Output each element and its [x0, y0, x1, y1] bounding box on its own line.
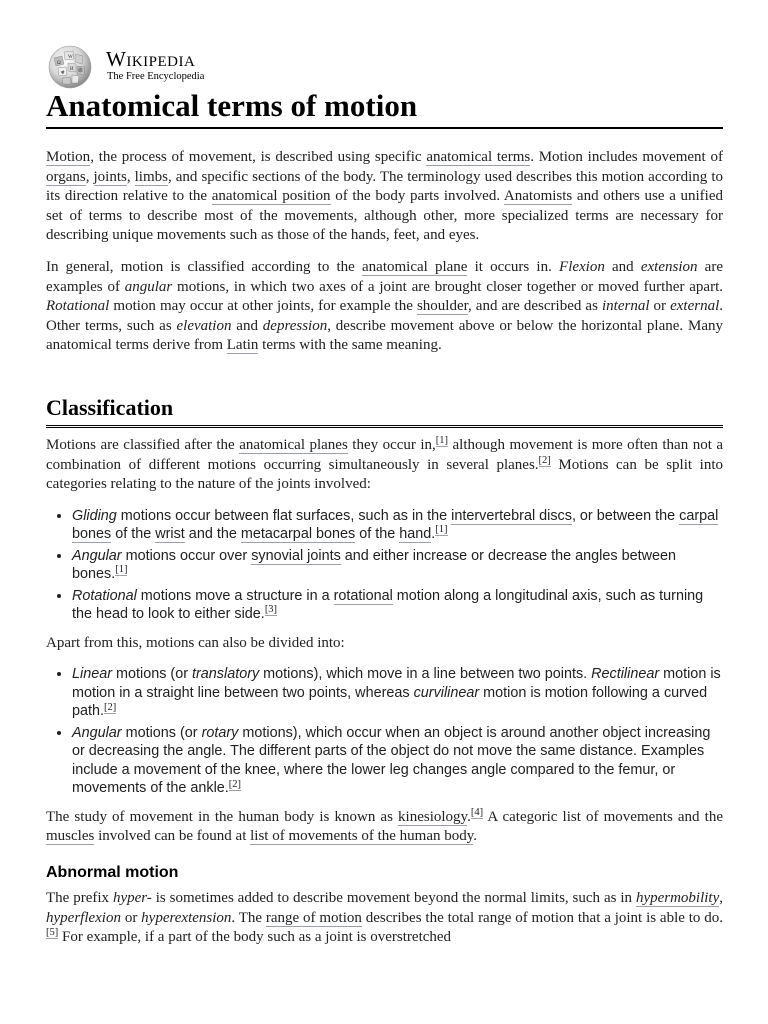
text: motion is motion following a curved path.: [72, 684, 708, 720]
joint-motion-list: [46, 507, 723, 624]
link-wrist[interactable]: wrist: [155, 526, 185, 543]
text: or: [649, 298, 671, 315]
link-intervertebral-discs[interactable]: intervertebral discs: [451, 507, 572, 524]
text: In general, motion is classified according to the: [46, 258, 362, 275]
term-angular: angular: [124, 278, 173, 295]
text: of the body parts involved.: [330, 188, 504, 205]
term: Rotational: [72, 587, 137, 604]
text: motion may occur at other joints, for example the: [109, 298, 417, 315]
subsection-heading-abnormal-motion: Abnormal motion: [46, 864, 179, 881]
svg-text:ዊ: ዊ: [61, 71, 65, 76]
list-item: [72, 547, 723, 584]
svg-text:И: И: [70, 67, 74, 72]
text: although movement is more often than not a combination of different motions occurring simultaneously in several planes.: [46, 436, 724, 473]
citation: [539, 455, 551, 467]
link-muscles[interactable]: muscles: [46, 828, 95, 845]
term-elevation: elevation: [176, 317, 232, 334]
site-logo[interactable]: [46, 42, 346, 92]
link-range-of-motion[interactable]: range of motion: [265, 909, 362, 926]
term-flexion: Flexion: [559, 258, 605, 275]
motion-type-list: [46, 665, 723, 798]
term: curvilinear: [413, 684, 480, 701]
text: ,: [85, 168, 94, 185]
citation-link[interactable]: [2]: [228, 778, 242, 790]
intro-paragraph-2: [46, 258, 723, 356]
text: motions, in which two axes of a joint are brought closer together or moved further apart.: [172, 278, 723, 295]
text: it occurs in.: [467, 258, 560, 275]
link-hand[interactable]: hand: [399, 526, 432, 543]
tagline: The Free Encyclopedia: [107, 71, 205, 82]
article-body: [46, 148, 723, 960]
link-organs[interactable]: organs: [46, 168, 86, 185]
citation-link[interactable]: [1]: [115, 564, 128, 576]
text: .: [473, 828, 478, 845]
text: , or between the: [571, 507, 680, 524]
term: Gliding: [72, 507, 117, 524]
citation-link[interactable]: [1]: [435, 524, 448, 536]
text: describes the total range of motion that a joint is able to do.: [361, 909, 723, 926]
term-hyper: hyper-: [112, 890, 152, 906]
svg-text:Ω: Ω: [57, 61, 61, 66]
text: . The: [231, 909, 266, 926]
text: they occur in,: [347, 436, 436, 453]
list-item: [72, 587, 723, 624]
wordmark: Wikipedia: [106, 47, 196, 71]
link-hypermobility[interactable]: [636, 890, 719, 907]
text: is sometimes added to describe movement beyond the normal limits, such as in: [151, 890, 636, 906]
text: or: [120, 909, 142, 926]
link-anatomical-plane[interactable]: anatomical plane: [362, 258, 468, 275]
svg-text:W: W: [68, 55, 73, 60]
text: motions (or: [121, 724, 202, 741]
text: motions occur over: [121, 547, 252, 564]
link-anatomical-planes[interactable]: anatomical planes: [239, 436, 348, 453]
term: rotary: [201, 724, 239, 741]
term-internal: internal: [601, 298, 650, 315]
citation: [265, 604, 277, 616]
link-limbs[interactable]: limbs: [134, 168, 168, 185]
citation: [436, 435, 448, 447]
text: and either increase or decrease the angles between bones.: [72, 547, 676, 583]
text: involved can be found at: [94, 828, 251, 845]
text: For example, if a part of the body such as a joint is overstretched: [58, 929, 452, 946]
text: terms with the same meaning.: [258, 337, 442, 354]
term: translatory: [192, 666, 260, 683]
classification-paragraph-3: [46, 808, 723, 847]
text: and: [231, 317, 263, 334]
link-list-of-movements[interactable]: list of movements of the human body: [250, 828, 474, 845]
classification-paragraph-2: Apart from this, motions can also be divided into:: [46, 634, 345, 651]
text: motions occur between flat surfaces, such as in the: [116, 507, 452, 524]
citation: [46, 927, 58, 939]
section-heading-classification: Classification: [46, 394, 723, 428]
link-shoulder[interactable]: shoulder: [416, 298, 468, 315]
citation: [471, 807, 483, 819]
citation-link[interactable]: [2]: [538, 454, 551, 466]
svg-text:維: 維: [78, 69, 84, 74]
text: and the: [184, 526, 241, 543]
text: A categoric list of movements and the: [483, 808, 723, 825]
citation-link[interactable]: [1]: [435, 434, 449, 446]
text: Motions are classified after the: [46, 436, 240, 453]
wikipedia-globe-icon: [46, 44, 94, 90]
citation-link[interactable]: [4]: [470, 806, 484, 818]
term-external: external: [670, 298, 720, 315]
text: of the: [355, 526, 400, 543]
classification-paragraph-1: [46, 436, 723, 495]
link-metacarpal-bones[interactable]: metacarpal bones: [240, 526, 356, 543]
link-synovial-joints[interactable]: synovial joints: [251, 547, 341, 564]
citation-link[interactable]: [2]: [104, 701, 117, 713]
text: , describe movement above or below the horizontal plane. Many anatomical terms derive from: [46, 317, 723, 354]
text: motion along a longitudinal axis, such as turning the head to look to either side.: [72, 587, 704, 623]
text: motion is motion in a straight line between two points, whereas: [72, 666, 721, 701]
link-anatomical-terms[interactable]: anatomical terms: [426, 149, 531, 165]
text: of the: [111, 526, 156, 543]
link-kinesiology[interactable]: kinesiology: [398, 808, 468, 825]
link-motion[interactable]: Motion: [46, 149, 91, 165]
term-hyperextension: hyperextension: [141, 909, 232, 926]
text: ,: [126, 168, 135, 185]
term-rotational: Rotational: [46, 298, 110, 315]
text: . Motion includes movement of: [530, 149, 723, 165]
citation: [435, 524, 447, 536]
citation-link[interactable]: [5]: [46, 927, 59, 939]
text: motions (or: [112, 666, 192, 683]
text: , and are described as: [468, 298, 602, 315]
text: ,: [719, 890, 724, 906]
link-anatomical-position[interactable]: anatomical position: [211, 188, 331, 205]
text: .: [467, 808, 471, 825]
citation: [115, 564, 127, 576]
link-anatomists[interactable]: Anatomists: [503, 188, 573, 205]
abnormal-paragraph-1: [46, 889, 723, 948]
text: The prefix: [46, 890, 113, 906]
list-item: [72, 507, 723, 544]
text: .: [431, 526, 436, 543]
term: Angular: [72, 724, 122, 741]
text: motions), which move in a line between two points.: [259, 666, 592, 683]
link-carpal-bones[interactable]: carpal bones: [72, 507, 719, 543]
list-item: [72, 724, 723, 798]
term-extension: extension: [640, 258, 698, 275]
text: The study of movement in the human body is known as: [46, 808, 399, 825]
text: and: [604, 258, 641, 275]
term: Linear: [72, 666, 113, 683]
term: hypermobility: [635, 890, 720, 906]
text: . Other terms, such as: [46, 298, 724, 334]
term-depression: depression: [262, 317, 328, 334]
citation-link[interactable]: [3]: [264, 604, 278, 616]
link-joints[interactable]: joints: [93, 168, 127, 185]
text: and others use a unified set of terms to describe most of the movements, although other, more specialized terms are necessary for describing unique movements such as those of the hands, feet, and eyes.: [46, 188, 723, 244]
text: motions move a structure in a: [136, 587, 334, 604]
text: , the process of movement, is described using specific: [90, 149, 427, 165]
page-title: Anatomical terms of motion: [46, 87, 723, 129]
link-latin[interactable]: Latin: [226, 337, 259, 354]
list-item: [72, 665, 723, 721]
term: Angular: [72, 547, 122, 564]
term-hyperflexion: hyperflexion: [46, 909, 121, 926]
link-rotational[interactable]: rotational: [333, 587, 393, 604]
text: Motions can be split into categories relating to the nature of the joints involved:: [46, 456, 723, 493]
text: are examples of: [46, 258, 723, 295]
text: motions), which occur when an object is around another object increasing or decreasing the angle. The different parts of the object do not move the same distance. Examples include a movement of the knee, where the lower leg changes angle compared to the femur, or movements of the ankle.: [72, 724, 711, 797]
citation: [229, 779, 241, 791]
text: , and specific sections of the body. The terminology used describes this motion according to its direction relative to the: [46, 168, 723, 205]
citation: [104, 702, 116, 714]
intro-paragraph-1: [46, 148, 723, 246]
term: Rectilinear: [591, 666, 660, 683]
